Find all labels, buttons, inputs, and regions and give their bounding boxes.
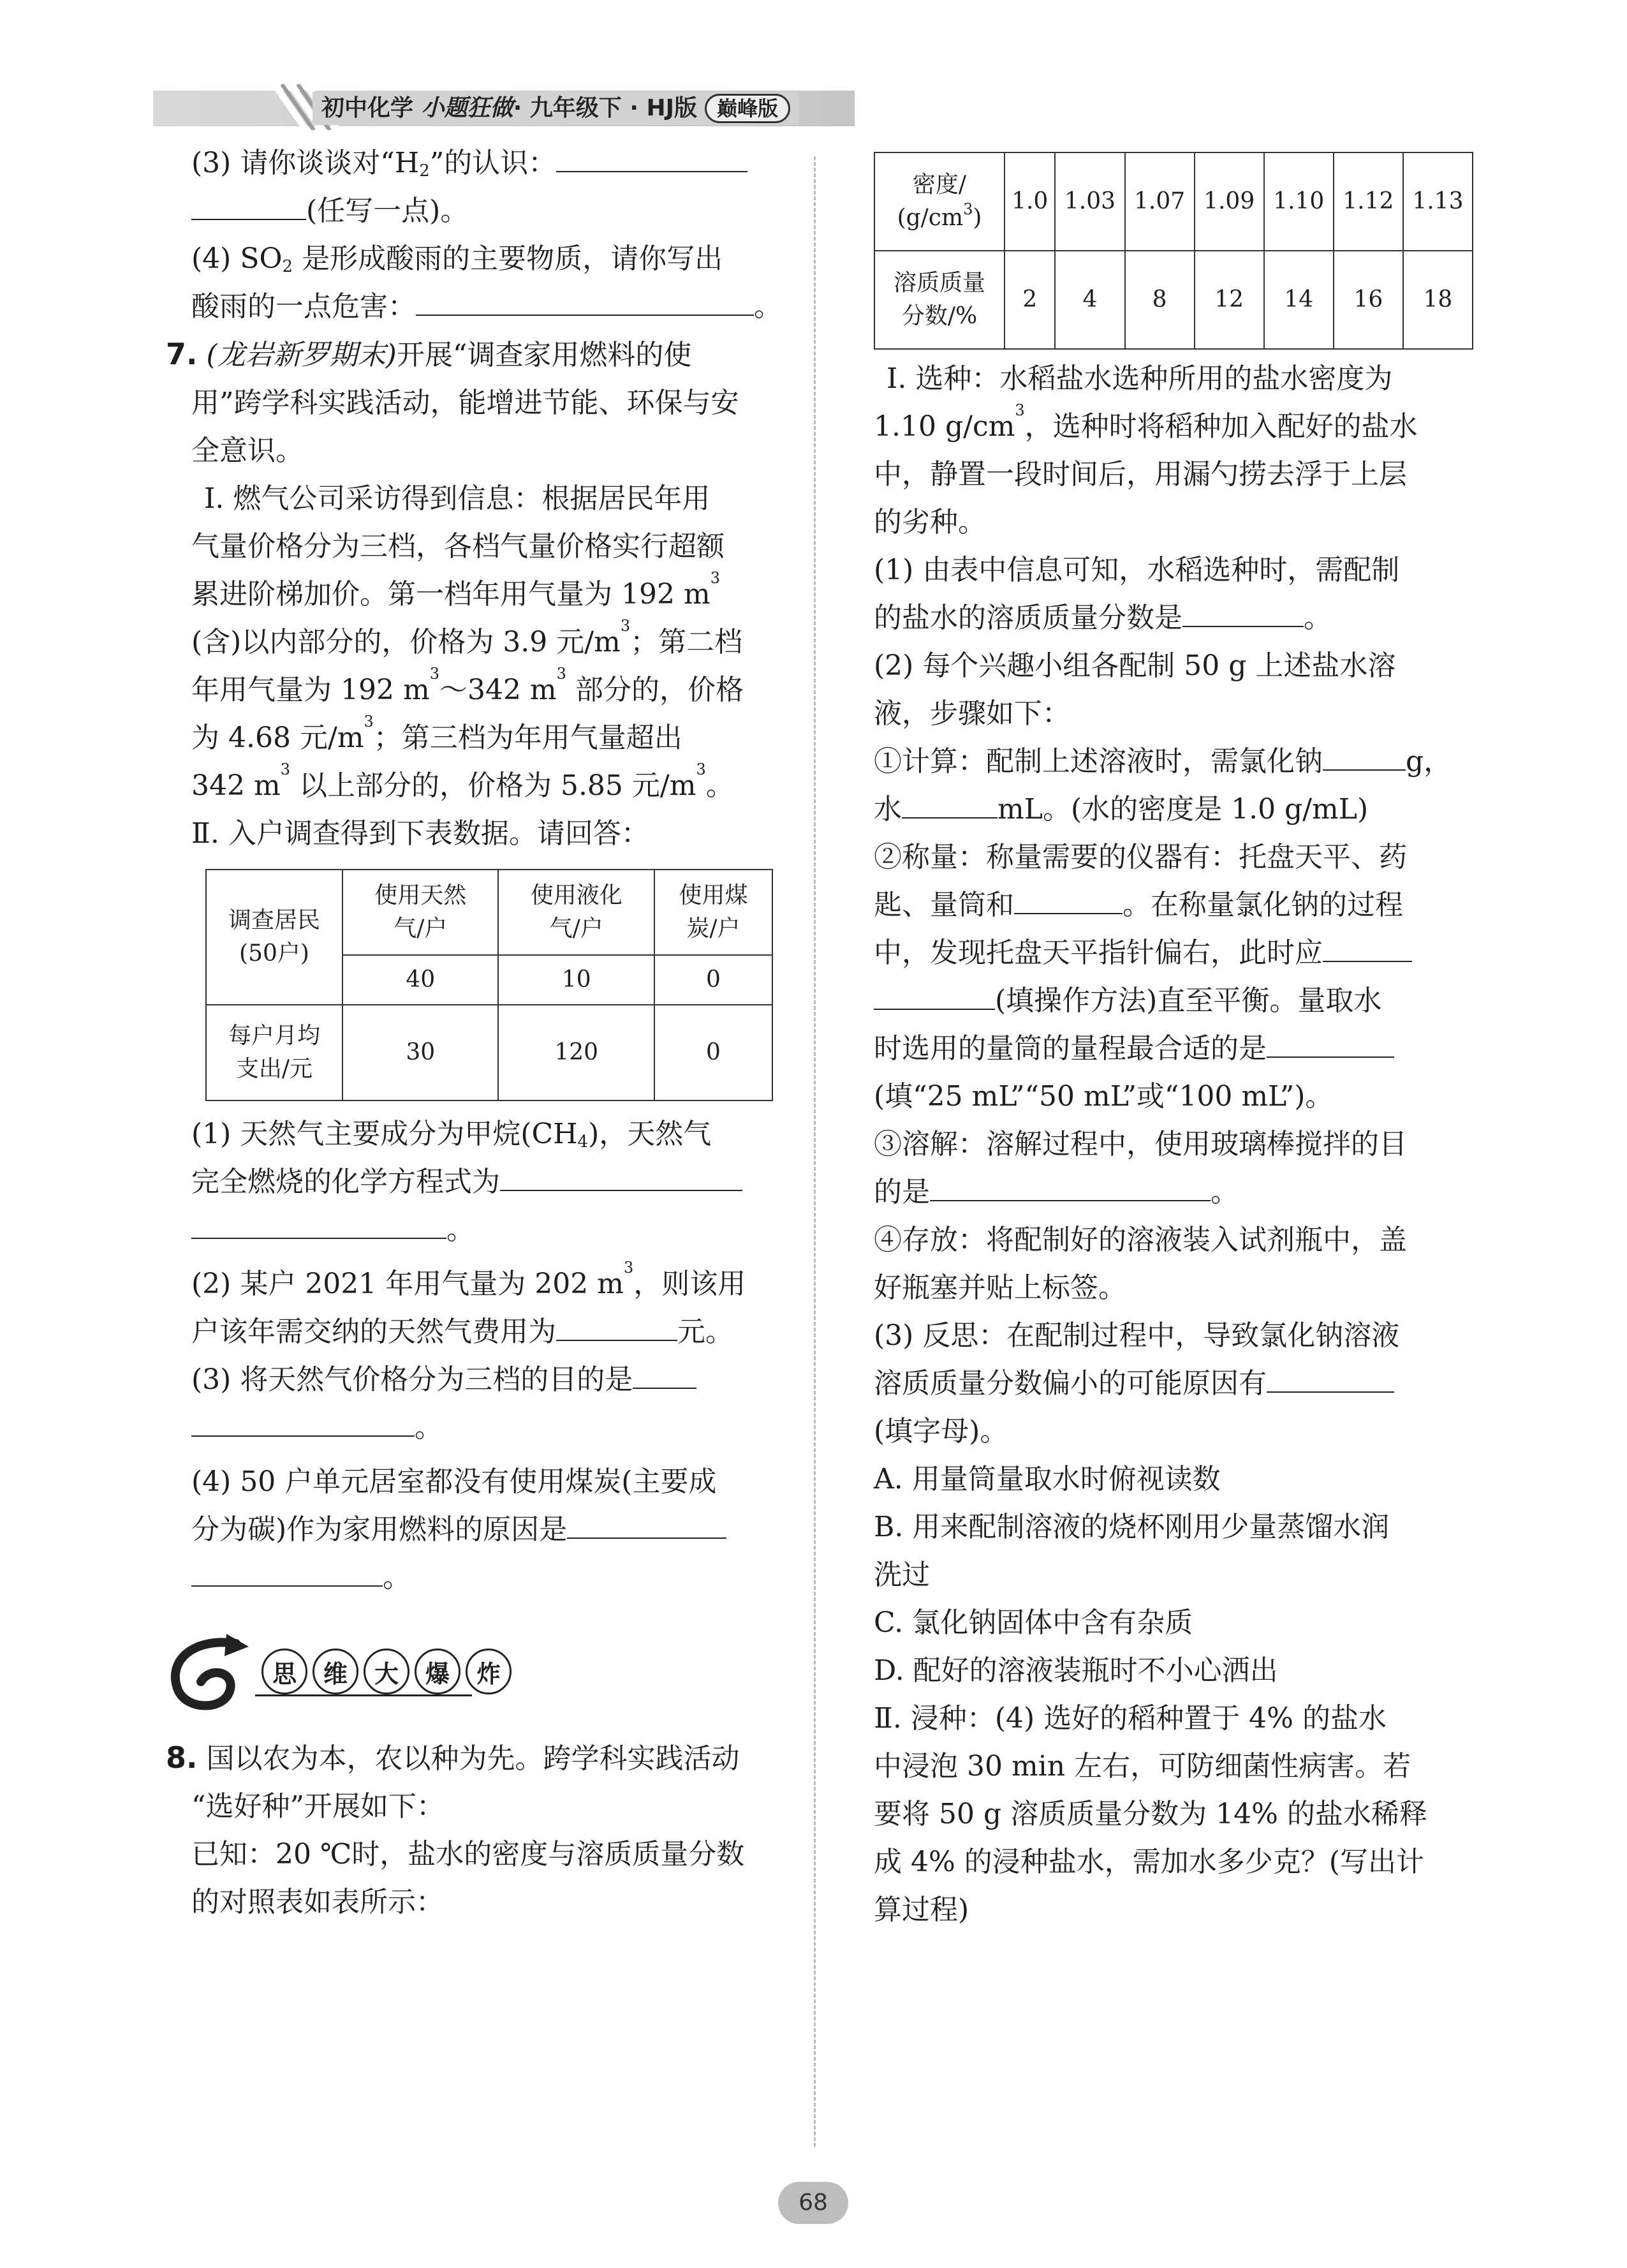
- table-cell: [654, 870, 772, 955]
- text: A. 用量筒量取水时俯视读数: [874, 1463, 1221, 1495]
- text: “选好种”开展如下：: [191, 1790, 445, 1823]
- banner-char: 爆: [415, 1649, 460, 1694]
- text: 每户月均: [228, 1023, 320, 1049]
- q7-4: [191, 1458, 797, 1601]
- sup: 3: [429, 665, 439, 683]
- text: 全意识。: [191, 434, 304, 467]
- text: 。: [415, 1411, 443, 1444]
- text: 的对照表如表所示：: [191, 1886, 444, 1918]
- text: 成 4% 的浸种盐水，需加水多少克？(写出计: [874, 1846, 1424, 1878]
- answer-blank[interactable]: [500, 1163, 742, 1191]
- table-cell: 10: [498, 955, 654, 1005]
- answer-blank[interactable]: [1323, 743, 1406, 771]
- table-cell: 1.0: [1005, 152, 1055, 251]
- header-brand: 小题狂做: [421, 95, 513, 121]
- swirl-icon: [153, 1631, 268, 1720]
- text: 要将 50 g 溶质质量分数为 14% 的盐水稀释: [874, 1798, 1427, 1830]
- step-3: [874, 1120, 1473, 1216]
- text: (2) 每个兴趣小组各配制 50 g 上述盐水溶: [874, 649, 1396, 682]
- banner-char: 维: [313, 1649, 358, 1694]
- q8-2: [874, 642, 1473, 737]
- text: 开展“调查家用燃料的使: [396, 339, 692, 371]
- sup: 3: [1015, 401, 1025, 419]
- step-4: [874, 1216, 1473, 1312]
- banner-underline: [255, 1694, 472, 1696]
- answer-blank[interactable]: [191, 1211, 446, 1239]
- text: 使用液化: [530, 882, 622, 908]
- table-cell: 0: [654, 1005, 772, 1101]
- text: mL。(水的密度是 1.0 g/mL): [998, 793, 1369, 826]
- sup: 3: [280, 760, 290, 778]
- answer-blank[interactable]: [930, 1173, 1211, 1201]
- table-row: [206, 870, 772, 955]
- sub: 2: [282, 257, 293, 276]
- text: Ⅰ. 燃气公司采访得到信息：根据居民年用: [204, 482, 710, 515]
- text: g，: [1406, 745, 1452, 778]
- answer-blank[interactable]: [556, 144, 747, 172]
- answer-blank[interactable]: [567, 1511, 726, 1539]
- header-title: [313, 92, 799, 125]
- text: (g/cm: [897, 205, 964, 231]
- text: 液，步骤如下：: [874, 697, 1070, 730]
- text: 的是: [874, 1176, 930, 1208]
- part-I: [874, 355, 1473, 546]
- answer-blank[interactable]: [1014, 886, 1123, 914]
- text: 调查居民: [228, 907, 320, 933]
- answer-blank[interactable]: [191, 1559, 383, 1587]
- text: 密度/: [912, 172, 967, 198]
- text: 。: [1304, 602, 1332, 634]
- table-cell: 1.10: [1264, 152, 1334, 251]
- answer-blank[interactable]: [1182, 599, 1304, 627]
- header-badge: 巅峰版: [705, 94, 790, 123]
- option-c: [874, 1599, 1473, 1647]
- answer-blank[interactable]: [1267, 1365, 1394, 1393]
- q6-3: [191, 139, 797, 235]
- text: Ⅰ. 选种：水稻盐水选种所用的盐水密度为: [887, 362, 1393, 395]
- text: 洗过: [874, 1559, 930, 1591]
- table-row: [206, 1005, 772, 1101]
- answer-blank[interactable]: [633, 1361, 696, 1389]
- text: ；第二档: [630, 626, 743, 658]
- answer-blank[interactable]: [191, 1409, 415, 1437]
- text: D. 配好的溶液装瓶时不小心洒出: [874, 1654, 1278, 1687]
- text: ): [973, 205, 982, 231]
- text: 支出/元: [235, 1056, 313, 1082]
- text: 342 m: [191, 769, 281, 802]
- text: 中，静置一段时间后，用漏勺捞去浮于上层: [874, 458, 1407, 491]
- text: 分数/%: [901, 303, 978, 329]
- table-cell: 30: [342, 1005, 498, 1101]
- text: 中，发现托盘天平指针偏右，此时应: [874, 937, 1323, 969]
- header-subject: 初中化学: [321, 95, 414, 121]
- table-cell: 2: [1005, 251, 1055, 349]
- table-cell: 120: [498, 1005, 654, 1101]
- text: ；第三档为年用气量超出: [373, 722, 682, 754]
- text: (含)以内部分的，价格为 3.9 元/m: [191, 626, 621, 658]
- text: 分为碳)作为家用燃料的原因是: [191, 1513, 568, 1546]
- text: ③溶解：溶解过程中，使用玻璃棒搅拌的目: [874, 1128, 1407, 1160]
- table-cell: 1.07: [1125, 152, 1195, 251]
- text: 气量价格分为三档，各档气量价格实行超额: [191, 530, 725, 563]
- sup: 3: [364, 713, 374, 730]
- table-cell: 40: [342, 955, 498, 1005]
- text: 以上部分的，价格为 5.85 元/m: [290, 769, 696, 802]
- text: 中浸泡 30 min 左右，可防细菌性病害。若: [874, 1750, 1411, 1783]
- q7-2: [191, 1260, 797, 1356]
- table-cell: [342, 870, 498, 955]
- table-cell: 16: [1334, 251, 1403, 349]
- text: 溶质质量分数偏小的可能原因有: [874, 1367, 1267, 1400]
- text: 。在称量氯化钠的过程: [1123, 889, 1403, 921]
- sup: 3: [556, 665, 566, 683]
- text: (填操作方法)直至平衡。量取水: [995, 984, 1382, 1017]
- table-cell: [498, 870, 654, 955]
- question-number: 7.: [166, 337, 198, 371]
- sub: 4: [577, 1132, 589, 1152]
- text: (3) 请你谈谈对“H: [191, 147, 420, 179]
- text: (填字母)。: [874, 1415, 1008, 1448]
- text: (50户): [239, 940, 309, 967]
- text: 时选用的量筒的量程最合适的是: [874, 1032, 1267, 1065]
- sup: 3: [963, 200, 973, 218]
- text: C. 氯化钠固体中含有杂质: [874, 1606, 1193, 1639]
- text: 为 4.68 元/m: [191, 722, 364, 754]
- text: (2) 某户 2021 年用气量为 202 m: [191, 1268, 624, 1300]
- step-2: [874, 833, 1473, 1120]
- table-cell: [206, 1005, 342, 1101]
- answer-blank[interactable]: [191, 192, 306, 220]
- text: 。: [446, 1213, 475, 1246]
- option-d: [874, 1647, 1473, 1694]
- q8-intro: [166, 1734, 797, 1926]
- table-row: [874, 251, 1473, 349]
- sup: 3: [710, 569, 720, 587]
- table-cell: 8: [1125, 251, 1195, 349]
- text: 户该年需交纳的天然气费用为: [191, 1316, 556, 1348]
- sub: 2: [419, 161, 430, 181]
- text: 完全燃烧的化学方程式为: [191, 1166, 500, 1198]
- text: 炭/户: [686, 915, 740, 942]
- table-cell: 1.12: [1334, 152, 1403, 251]
- q6-4: [191, 235, 797, 330]
- sup: 3: [620, 617, 631, 635]
- sup: 3: [696, 760, 706, 778]
- table-cell: [874, 251, 1005, 349]
- answer-blank[interactable]: [556, 1313, 677, 1341]
- q7-intro: [166, 330, 797, 475]
- text: ②称量：称量需要的仪器有：托盘天平、药: [874, 841, 1407, 873]
- table-row: [874, 152, 1473, 251]
- text: ，选种时将稻种加入配好的盐水: [1024, 410, 1418, 443]
- table-cell: 12: [1195, 251, 1264, 349]
- text: (填“25 mL”“50 mL”或“100 mL”)。: [874, 1080, 1334, 1113]
- text: (任写一点)。: [306, 195, 469, 227]
- text: 。: [383, 1561, 411, 1594]
- sup: 3: [623, 1259, 634, 1277]
- q7-1: [191, 1110, 797, 1254]
- text: 1.10 g/cm: [874, 410, 1015, 443]
- text: ①计算：配制上述溶液时，需氯化钠: [874, 745, 1323, 778]
- text: Ⅱ. 入户调查得到下表数据。请回答：: [191, 817, 649, 850]
- header-grade: · 九年级下 · HJ版: [513, 95, 698, 121]
- question-number: 8.: [166, 1740, 198, 1775]
- left-column: [166, 139, 797, 1926]
- answer-blank[interactable]: [902, 790, 998, 819]
- q8-3: [874, 1312, 1473, 1455]
- page-header: [153, 84, 855, 130]
- text: 。: [705, 769, 734, 802]
- density-table: [874, 152, 1473, 350]
- text: 的劣种。: [874, 506, 986, 538]
- banner-char: 思: [261, 1649, 307, 1694]
- text: 水: [874, 793, 902, 826]
- table-cell: 14: [1264, 251, 1334, 349]
- text: 元。: [677, 1316, 733, 1348]
- text: 部分的，价格: [566, 674, 744, 706]
- option-b: [874, 1503, 1473, 1599]
- text: 匙、量筒和: [874, 889, 1014, 921]
- table-cell: 4: [1055, 251, 1124, 349]
- answer-blank[interactable]: [1267, 1030, 1394, 1058]
- text: ～342 m: [439, 674, 557, 706]
- text: 使用煤: [679, 882, 748, 908]
- q8-1: [874, 546, 1473, 642]
- table-cell: 1.03: [1055, 152, 1124, 251]
- q7-3: [191, 1356, 797, 1451]
- table-cell: 0: [654, 955, 772, 1005]
- text: 是形成酸雨的主要物质，请你写出: [293, 242, 723, 275]
- text: B. 用来配制溶液的烧杯刚用少量蒸馏水润: [874, 1511, 1390, 1543]
- page-number: 68: [778, 2182, 848, 2224]
- text: ④存放：将配制好的溶液装入试剂瓶中，盖: [874, 1224, 1407, 1256]
- table-cell: 18: [1403, 251, 1473, 349]
- table-cell: 1.13: [1403, 152, 1473, 251]
- text: (3) 反思：在配制过程中，导致氯化钠溶液: [874, 1319, 1400, 1352]
- right-column: [874, 152, 1473, 1934]
- text: 国以农为本，农以种为先。跨学科实践活动: [206, 1742, 740, 1775]
- text: 的盐水的溶质质量分数是: [874, 602, 1182, 634]
- text: 气/户: [394, 915, 448, 942]
- table-cell: [206, 870, 342, 1005]
- text: (1) 由表中信息可知，水稻选种时，需配制: [874, 554, 1400, 586]
- question-source: (龙岩新罗期末): [206, 339, 397, 371]
- text: 溶质质量: [893, 270, 985, 296]
- text: (4) SO: [191, 242, 283, 275]
- table-cell: 1.09: [1195, 152, 1264, 251]
- text: 算过程): [874, 1894, 969, 1926]
- table-cell: [874, 152, 1005, 251]
- section-banner: [191, 1618, 797, 1726]
- step-1: [874, 737, 1473, 833]
- banner-title: [261, 1649, 512, 1694]
- answer-blank[interactable]: [874, 982, 995, 1010]
- part-II: [874, 1694, 1473, 1934]
- text: (1) 天然气主要成分为甲烷(CH: [191, 1118, 578, 1150]
- column-divider: [814, 156, 816, 2147]
- text: 已知：20 ℃时，盐水的密度与溶质质量分数: [191, 1838, 745, 1871]
- banner-char: 炸: [466, 1649, 512, 1694]
- text: (3) 将天然气价格分为三档的目的是: [191, 1363, 633, 1396]
- text: 酸雨的一点危害：: [191, 290, 416, 323]
- text: 累进阶梯加价。第一档年用气量为 192 m: [191, 578, 710, 611]
- text: 气/户: [549, 915, 603, 942]
- text: 。: [754, 290, 782, 323]
- text: (4) 50 户单元居室都没有使用煤炭(主要成: [191, 1465, 717, 1498]
- option-a: [874, 1455, 1473, 1503]
- text: 用”跨学科实践活动，能增进节能、环保与安: [191, 387, 739, 419]
- text: 。: [1211, 1176, 1239, 1208]
- q7-part-I: [191, 475, 797, 810]
- text: 使用天然: [374, 882, 467, 908]
- text: )，天然气: [588, 1118, 712, 1150]
- text: 年用气量为 192 m: [191, 674, 430, 706]
- survey-table: [205, 869, 773, 1101]
- text: ，则该用: [633, 1268, 746, 1300]
- text: 好瓶塞并贴上标签。: [874, 1271, 1126, 1304]
- text: ”的认识：: [429, 147, 557, 179]
- q7-part-II: [191, 810, 797, 857]
- answer-blank[interactable]: [416, 288, 754, 316]
- text: Ⅱ. 浸种：(4) 选好的稻种置于 4% 的盐水: [874, 1702, 1387, 1735]
- banner-char: 大: [364, 1649, 409, 1694]
- answer-blank[interactable]: [1323, 934, 1412, 962]
